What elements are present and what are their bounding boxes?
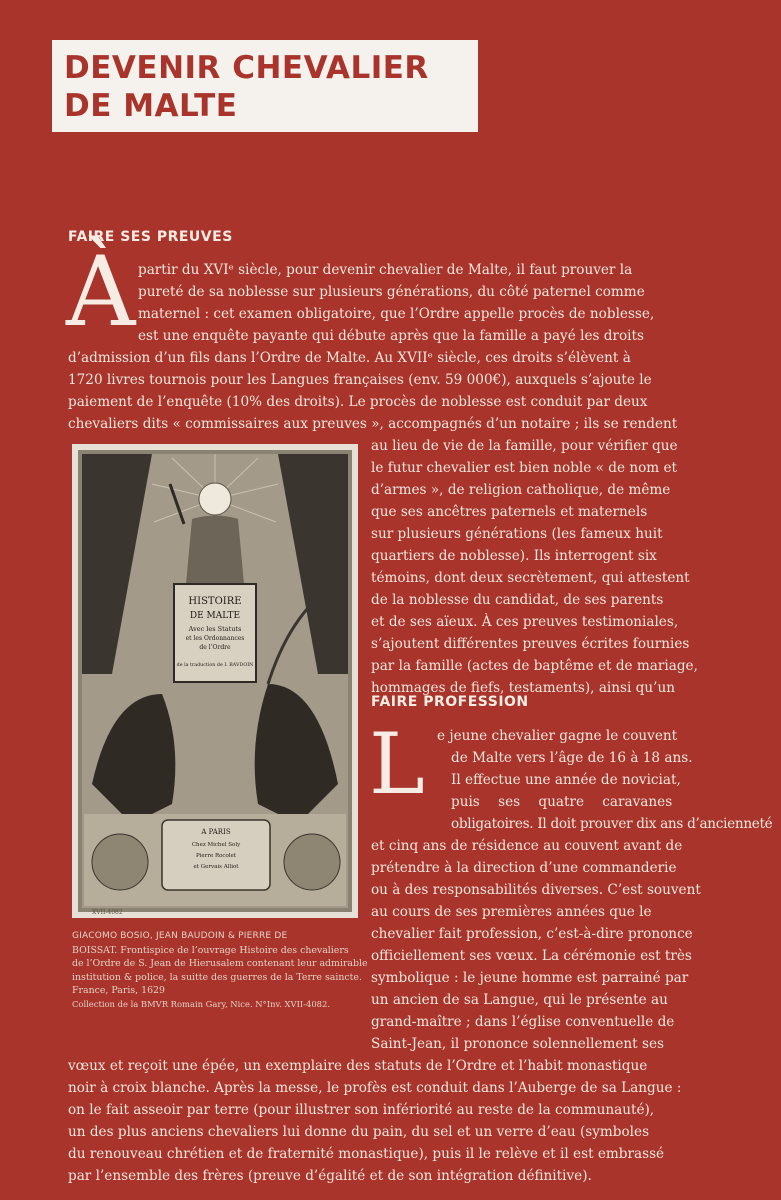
imprint-2: Chez Michel Soly xyxy=(191,842,241,848)
text-line: est une enquête payante qui débute après que la famille a payé les droits xyxy=(138,328,644,344)
text-line: noir à croix blanche. Après la messe, le profès est conduit dans l’Auberge de sa Langue : xyxy=(68,1080,682,1096)
section-heading-preuves: FAIRE SES PREUVES xyxy=(68,229,233,245)
text-line: grand-maître ; dans l’église conventuelle de xyxy=(371,1014,675,1030)
saint-head xyxy=(199,483,231,515)
text-line: par la famille (actes de baptême et de mariage, xyxy=(371,658,698,674)
caption-line: BOISSAT. Frontispice de l’ouvrage Histoire des chevaliers xyxy=(72,944,349,956)
text-line: et de ses aïeux. À ces preuves testimoniales, xyxy=(371,614,679,630)
text-line: sur plusieurs générations (les fameux huit xyxy=(371,526,663,542)
text-line: ou à des responsabilités diverses. C’est souvent xyxy=(371,882,701,898)
dropcap-a: À xyxy=(66,236,136,348)
title-box xyxy=(52,40,478,132)
text-line: officiellement ses vœux. La cérémonie est très xyxy=(371,948,692,964)
text-line: témoins, dont deux secrètement, qui attestent xyxy=(371,570,690,586)
text-line: chevalier fait profession, c’est-à-dire prononce xyxy=(371,926,693,942)
caption-line: de l’Ordre de S. Jean de Hierusalem contenant leur admirable xyxy=(72,958,368,970)
text-line: au cours de ses premières années que le xyxy=(371,904,652,920)
book-sub-3: de l’Ordre xyxy=(199,644,231,651)
text-line: e jeune chevalier gagne le couvent xyxy=(437,728,678,744)
saint-torso xyxy=(186,516,244,585)
text-line: le futur chevalier est bien noble « de nom et xyxy=(371,460,677,476)
text-line: obligatoires. Il doit prouver dix ans d’ancienneté xyxy=(451,816,773,832)
text-line: d’armes », de religion catholique, de même xyxy=(371,482,671,498)
text-line: quartiers de noblesse). Ils interrogent six xyxy=(371,548,657,564)
book-sub-1: Avec les Statuts xyxy=(188,625,242,633)
book-title-2: DE MALTE xyxy=(189,611,241,621)
text-line: symbolique : le jeune homme est parrainé par xyxy=(371,970,689,986)
text-line: du renouveau chrétien et de fraternité monastique), puis il le relève et il est embrassé xyxy=(68,1146,665,1162)
imprint-3: Pierre Rocolet xyxy=(195,853,237,859)
map-medallion xyxy=(92,834,148,890)
image-caption xyxy=(72,930,368,1012)
text-line: d’admission d’un fils dans l’Ordre de Malte. Au XVIIᵉ siècle, ces droits s’élèvent à xyxy=(68,350,631,366)
text-line: maternel : cet examen obligatoire, que l’Ordre appelle procès de noblesse, xyxy=(138,306,655,322)
inventory-mark: XVII-4082 xyxy=(92,909,123,916)
book-sub-4: de la traduction de I. BAVDOIN xyxy=(176,663,254,668)
text-line: chevaliers dits « commissaires aux preuves », accompagnés d’un notaire ; ils se rendent xyxy=(68,416,678,432)
text-line: s’ajoutent différentes preuves écrites fournies xyxy=(371,636,690,652)
ship-medallion xyxy=(284,834,340,890)
text-line: 1720 livres tournois pour les Langues françaises (env. 59 000€), auxquels s’ajoute le xyxy=(68,372,652,388)
text-line: et cinq ans de résidence au couvent avant de xyxy=(371,838,683,854)
text-line: hommages de fiefs, testaments), ainsi qu’un xyxy=(371,680,675,696)
text-line: Il effectue une année de noviciat, xyxy=(451,772,681,788)
text-line: que ses ancêtres paternels et maternels xyxy=(371,504,648,520)
caption-authors: GIACOMO BOSIO, JEAN BAUDOIN & PIERRE DE xyxy=(72,931,288,941)
caption-date: France, Paris, 1629 xyxy=(72,985,165,997)
caption-collection: Collection de la BMVR Romain Gary, Nice. N°Inv. XVII-4082. xyxy=(72,998,330,1009)
title-line-1: DEVENIR CHEVALIER xyxy=(64,50,429,86)
dropcap-l: L xyxy=(369,715,425,813)
text-line: on le fait asseoir par terre (pour illustrer son infériorité au reste de la communauté), xyxy=(68,1102,655,1118)
text-line: prétendre à la direction d’une commanderie xyxy=(371,860,677,876)
text-line: paiement de l’enquête (10% des droits). Le procès de noblesse est conduit par deux xyxy=(68,394,648,410)
title-line-2: DE MALTE xyxy=(64,88,238,124)
text-line: partir du XVIᵉ siècle, pour devenir chevalier de Malte, il faut prouver la xyxy=(138,262,633,278)
book-sub-2: et les Ordonnances xyxy=(185,635,245,642)
section-heading-profession: FAIRE PROFESSION xyxy=(371,694,529,710)
text-line: au lieu de vie de la famille, pour vérifier que xyxy=(371,438,678,454)
text-line: vœux et reçoit une épée, un exemplaire des statuts de l’Ordre et l’habit monastique xyxy=(68,1058,648,1074)
caption-line: institution & police, la suitte des guerres de la Terre saincte. xyxy=(72,971,362,983)
book-title-1: HISTOIRE xyxy=(188,596,242,607)
text-line: puis ses quatre caravanes xyxy=(451,794,673,810)
text-line: de la noblesse du candidat, de ses parents xyxy=(371,592,664,608)
text-line: pureté de sa noblesse sur plusieurs générations, du côté paternel comme xyxy=(138,284,645,300)
text-line: par l’ensemble des frères (preuve d’égalité et de son intégration définitive). xyxy=(68,1168,592,1184)
text-line: Saint-Jean, il prononce solennellement ses xyxy=(371,1036,664,1052)
frontispice-engraving xyxy=(72,444,358,918)
text-line: un ancien de sa Langue, qui le présente au xyxy=(371,992,668,1008)
imprint-1: A PARIS xyxy=(201,828,231,836)
text-line: de Malte vers l’âge de 16 à 18 ans. xyxy=(451,750,693,766)
imprint-4: et Gervais Alliot xyxy=(193,864,239,870)
text-line: un des plus anciens chevaliers lui donne du pain, du sel et un verre d’eau (symboles xyxy=(68,1124,650,1140)
